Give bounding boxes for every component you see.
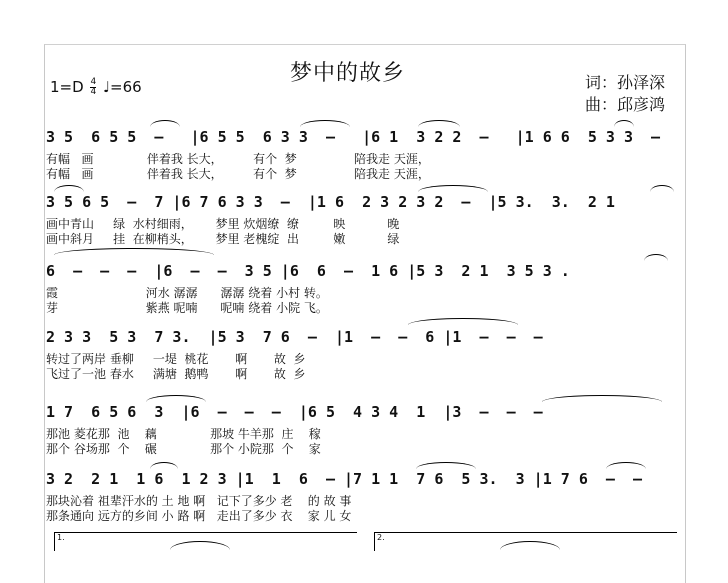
slur — [644, 254, 668, 261]
lyrics-line-2-verse-2: 画中斜月 挂 在柳梢头， 梦里 老槐绽 出 嫩 绿 — [46, 232, 400, 246]
notes-line-3: 6 – – – |6 – – 3 5 |6 6 – 1 6 |5 3 2 1 3 5 3 . — [46, 262, 570, 280]
notes-line-5: 1 7 6 5 6 3 |6 – – – |6 5 4 3 4 1 |3 – – – — [46, 403, 543, 421]
composer: 曲：邱彦鸿 — [585, 95, 666, 114]
lyrics-line-4-verse-1: 转过了两岸 垂柳 一堤 桃花 啊 故 乡 — [46, 352, 306, 366]
volta-first: 1. — [54, 532, 357, 551]
notes-line-2: 3 5 6 5 – 7 |6 7 6 3 3 – |1 6 2 3 2 3 2 – |5 3. 3. 2 1 — [46, 193, 615, 211]
notes-line-6: 3 2 2 1 1 6 1 2 3 |1 1 6 – |7 1 1 7 6 5 3. 3 |1 7 6 – – — [46, 470, 643, 488]
notes-line-4: 2 3 3 5 3 7 3. |5 3 7 6 – |1 – – 6 |1 – – – — [46, 328, 543, 346]
slur — [606, 462, 646, 469]
credits — [585, 72, 665, 116]
slur — [300, 120, 350, 127]
key-tempo — [50, 78, 142, 97]
lyrics-line-6-verse-2: 那条通向 远方的乡间 小 路 啊 走出了多少 衣 家 儿 女 — [46, 509, 352, 523]
slur — [150, 120, 180, 127]
slur — [542, 395, 662, 402]
lyrics-line-6-verse-1: 那块沁着 祖辈汗水的 土 地 啊 记下了多少 老 的 故 事 — [46, 494, 352, 508]
slur — [408, 318, 518, 325]
lyrics-line-2-verse-1: 画中青山 绿 水村细雨， 梦里 炊烟缭 缭 映 晚 — [46, 217, 400, 231]
slur — [418, 120, 460, 127]
notes-line-1: 3 5 6 5 5 – |6 5 5 6 3 3 – |6 1 3 2 2 – |1 6 6 5 3 3 – — [46, 128, 661, 146]
slur — [54, 248, 214, 255]
lyrics-line-1-verse-2: 有幅 画 伴着我 长大， 有个 梦 陪我走 天涯， — [46, 167, 430, 181]
volta-second: 2. — [374, 532, 677, 551]
slur — [146, 395, 206, 402]
time-signature: $\frac{4}{4}$ — [90, 77, 97, 97]
slur — [418, 185, 488, 192]
lyrics-line-3-verse-2: 芽 紫燕 呢喃 呢喃 绕着 小院 飞。 — [46, 301, 328, 315]
tempo-marking: ♩=66 — [102, 78, 142, 96]
page-title: 梦中的故乡 — [290, 61, 406, 86]
lyricist: 词：孙泽深 — [585, 73, 666, 92]
slur — [150, 462, 178, 469]
lyrics-line-4-verse-2: 飞过了一池 春水 满塘 鹅鸭 啊 故 乡 — [46, 367, 306, 381]
slur — [416, 462, 476, 469]
lyrics-line-1-verse-1: 有幅 画 伴着我 长大， 有个 梦 陪我走 天涯， — [46, 152, 430, 166]
lyrics-line-5-verse-1: 那池 菱花那 池 藕 那坡 牛羊那 庄 稼 — [46, 427, 321, 441]
slur — [650, 185, 674, 192]
slur — [614, 120, 634, 127]
lyrics-line-5-verse-2: 那个 谷场那 个 碾 那个 小院那 个 家 — [46, 442, 321, 456]
lyrics-line-3-verse-1: 霞 河水 潺潺 潺潺 绕着 小村 转。 — [46, 286, 328, 300]
key-signature: 1=D — [50, 78, 84, 96]
slur — [54, 185, 84, 192]
